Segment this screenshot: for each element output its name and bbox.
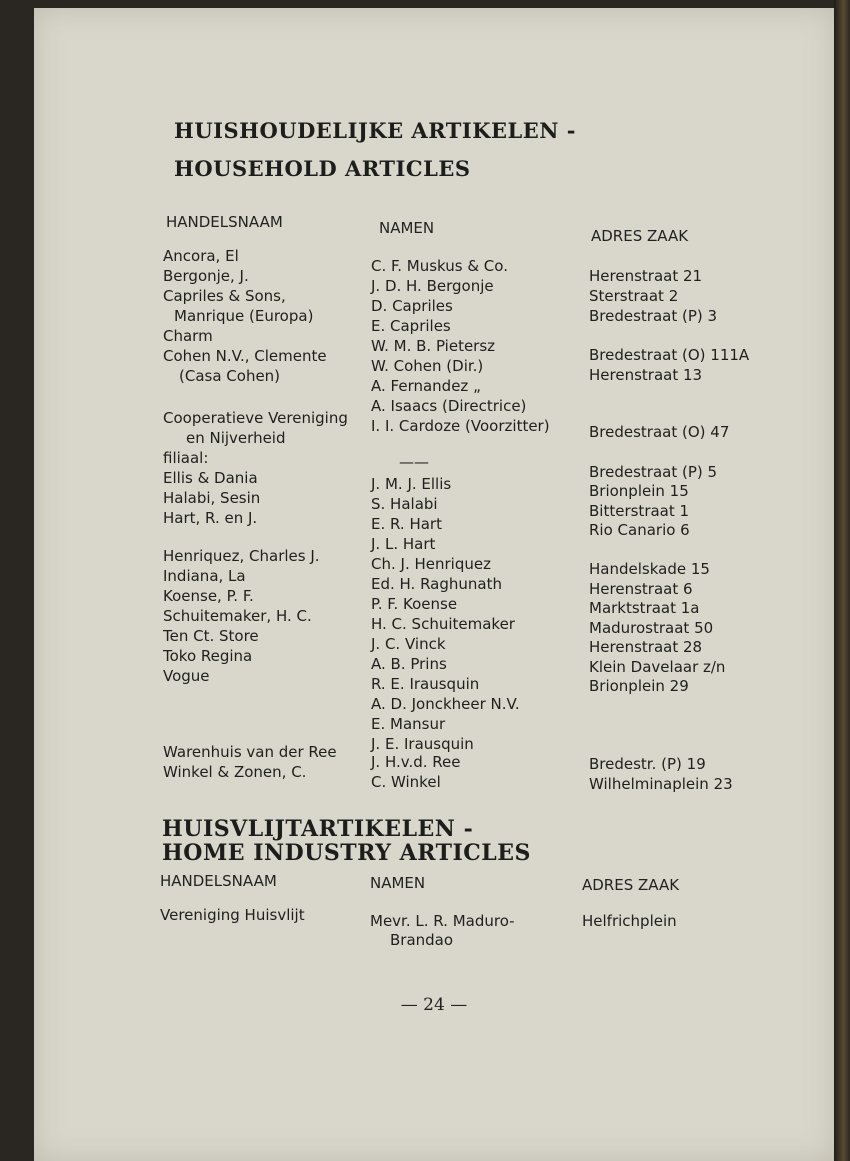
list-item: Bergonje, J. [163, 267, 249, 285]
list-item: Manrique (Europa) [174, 307, 314, 325]
list-item: Bredestraat (P) 5 [589, 463, 718, 481]
list-item: Capriles & Sons, [163, 287, 286, 305]
list-item: C. Winkel [371, 773, 441, 791]
list-item: Henriquez, Charles J. [163, 547, 320, 565]
list-item: Wilhelminaplein 23 [589, 775, 733, 793]
list-item: R. E. Irausquin [371, 675, 480, 693]
list-item: Brionplein 29 [589, 677, 689, 695]
list-item: J. D. H. Bergonje [371, 277, 494, 295]
list-item: A. Fernandez „ [371, 377, 481, 395]
list-item: Ancora, El [163, 247, 239, 265]
list-item: Toko Regina [163, 647, 253, 665]
list-item: Vogue [163, 667, 210, 685]
list-item: Madurostraat 50 [589, 619, 714, 637]
list-item: Hart, R. en J. [163, 509, 258, 527]
list-item: Mevr. L. R. Maduro- [370, 912, 515, 930]
list-item: A. B. Prins [371, 655, 447, 673]
section-title-household-nl: HUISHOUDELIJKE ARTIKELEN - [174, 118, 576, 143]
list-item: —— [399, 453, 429, 471]
list-item: A. D. Jonckheer N.V. [371, 695, 520, 713]
list-item: Cooperatieve Vereniging [163, 409, 348, 427]
list-item: Brionplein 15 [589, 482, 689, 500]
list-item: I. I. Cardoze (Voorzitter) [371, 417, 550, 435]
list-item: Herenstraat 6 [589, 580, 693, 598]
list-item: Ellis & Dania [163, 469, 258, 487]
list-item: W. Cohen (Dir.) [371, 357, 484, 375]
section-title-home-industry-en: HOME INDUSTRY ARTICLES [162, 840, 531, 866]
list-item: W. M. B. Pietersz [371, 337, 496, 355]
document-page [34, 8, 834, 1161]
list-item: Bitterstraat 1 [589, 502, 690, 520]
list-item: Halabi, Sesin [163, 489, 261, 507]
column-header-adres-zaak: ADRES ZAAK [591, 227, 689, 245]
column-header-handelsnaam: HANDELSNAAM [166, 213, 283, 231]
list-item: Brandao [390, 931, 454, 949]
list-item: D. Capriles [371, 297, 453, 315]
list-item: Warenhuis van der Ree [163, 743, 337, 761]
list-item: Vereniging Huisvlijt [160, 906, 305, 924]
list-item: Helfrichplein [582, 912, 677, 930]
page-number: — 24 — [400, 995, 468, 1015]
list-item: A. Isaacs (Directrice) [371, 397, 527, 415]
section-title-household-en: HOUSEHOLD ARTICLES [174, 156, 471, 181]
list-item: Schuitemaker, H. C. [163, 607, 312, 625]
column-header-adres-zaak-2: ADRES ZAAK [582, 876, 680, 894]
list-item: S. Halabi [371, 495, 438, 513]
section-title-home-industry-nl: HUISVLIJTARTIKELEN - [162, 816, 474, 842]
list-item: Charm [163, 327, 213, 345]
list-item: E. Capriles [371, 317, 451, 335]
list-item: Rio Canario 6 [589, 521, 690, 539]
list-item: Ten Ct. Store [163, 627, 259, 645]
list-item: J. H.v.d. Ree [371, 753, 461, 771]
list-item: Handelskade 15 [589, 560, 710, 578]
list-item: P. F. Koense [371, 595, 458, 613]
list-item: J. L. Hart [371, 535, 436, 553]
list-item: Indiana, La [163, 567, 246, 585]
list-item: Bredestraat (P) 3 [589, 307, 718, 325]
list-item: Ed. H. Raghunath [371, 575, 502, 593]
list-item: Cohen N.V., Clemente [163, 347, 327, 365]
list-item: en Nijverheid [186, 429, 286, 447]
list-item: Herenstraat 28 [589, 638, 703, 656]
list-item: Klein Davelaar z/n [589, 658, 726, 676]
list-item: Winkel & Zonen, C. [163, 763, 307, 781]
list-item: J. E. Irausquin [371, 735, 474, 753]
book-edge [834, 0, 850, 1161]
list-item: Bredestr. (P) 19 [589, 755, 706, 773]
list-item: H. C. Schuitemaker [371, 615, 515, 633]
list-item: J. M. J. Ellis [371, 475, 452, 493]
list-item: C. F. Muskus & Co. [371, 257, 508, 275]
list-item: Herenstraat 21 [589, 267, 703, 285]
column-header-namen-2: NAMEN [370, 874, 426, 892]
column-header-namen: NAMEN [379, 219, 435, 237]
list-item: Sterstraat 2 [589, 287, 679, 305]
list-item: Marktstraat 1a [589, 599, 700, 617]
list-item: Bredestraat (O) 47 [589, 423, 730, 441]
list-item: (Casa Cohen) [179, 367, 281, 385]
list-item: E. R. Hart [371, 515, 442, 533]
list-item: Koense, P. F. [163, 587, 254, 605]
list-item: Herenstraat 13 [589, 366, 703, 384]
list-item: E. Mansur [371, 715, 446, 733]
list-item: filiaal: [163, 449, 209, 467]
list-item: Bredestraat (O) 111A [589, 346, 750, 364]
list-item: Ch. J. Henriquez [371, 555, 491, 573]
column-header-handelsnaam-2: HANDELSNAAM [160, 872, 277, 890]
list-item: J. C. Vinck [371, 635, 446, 653]
